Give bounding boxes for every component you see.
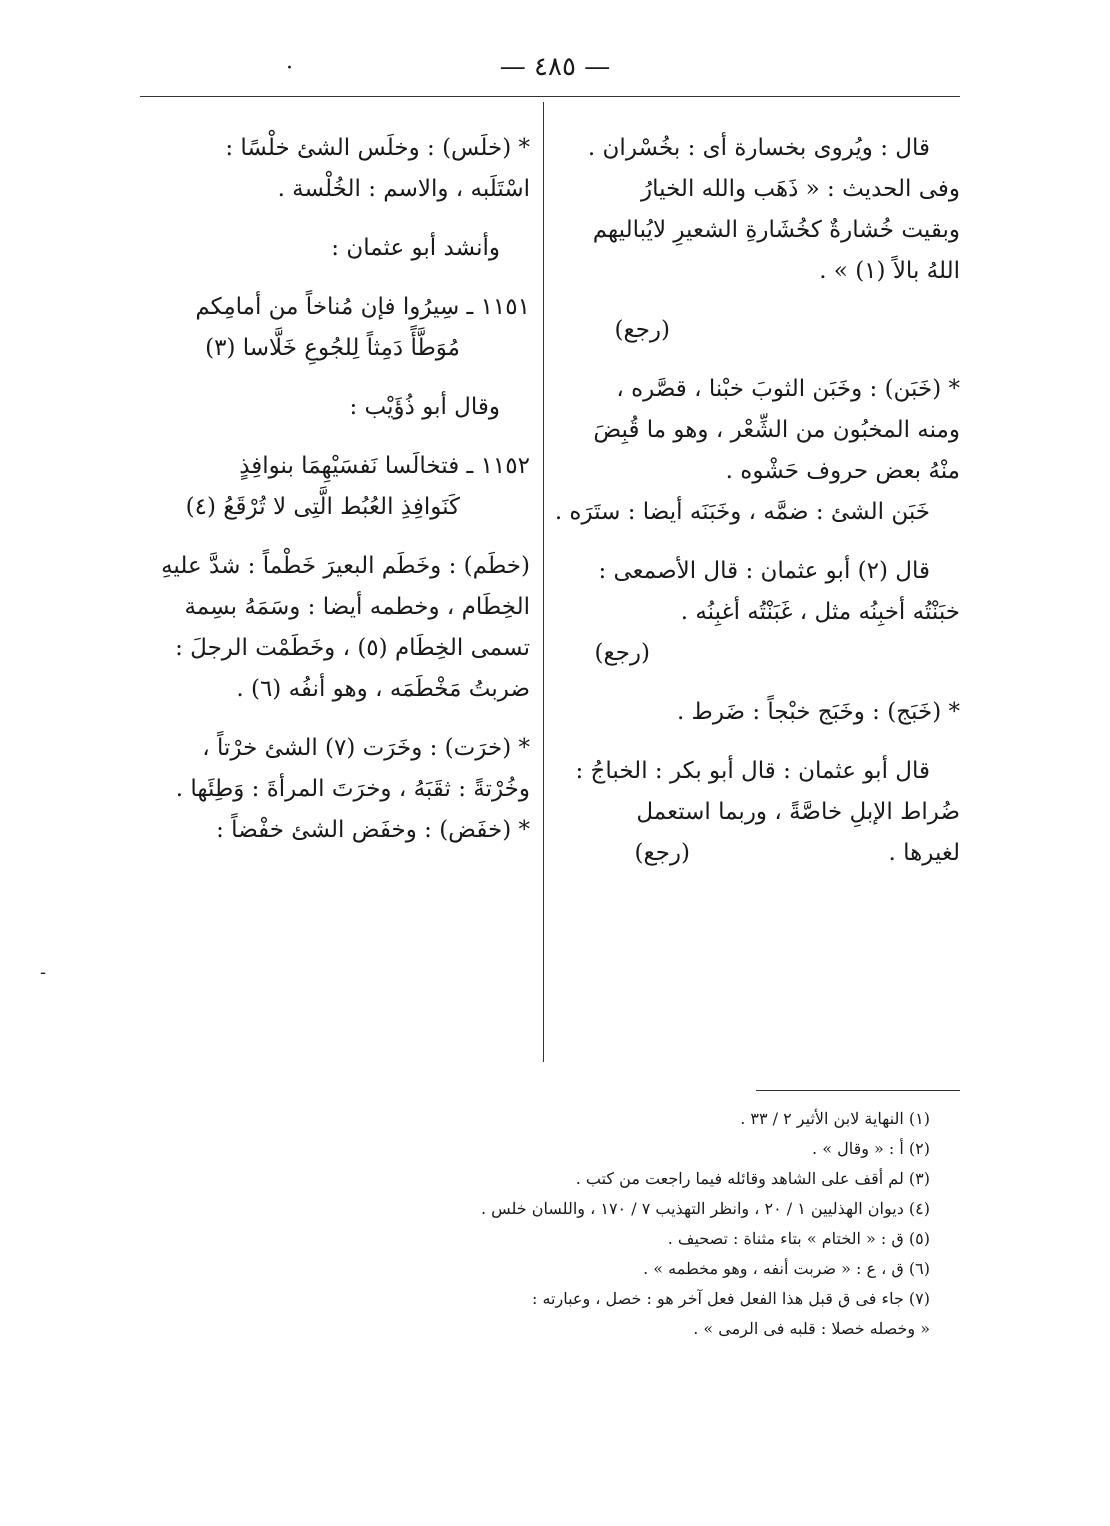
text-line: الخِطَام ، وخطمه أيضا : وسَمَهُ بسِمة (184, 594, 530, 620)
column-divider (543, 102, 544, 1062)
text-line: لغيرها . (888, 840, 960, 866)
verse-line: ١١٥١ ـ سِيرُوا فإن مُناخاً من أمامِكم (195, 294, 530, 320)
text-line: وبقيت خُشارةٌ كخُشَارةِ الشعيرِ لايُباليهم (592, 217, 960, 243)
top-rule (140, 96, 960, 97)
text-line: ومنه المخبُون من الشِّعْر ، وهو ما قُبِضَ (593, 417, 960, 443)
text-line: اسْتَلَبه ، والاسم : الخُلْسة . (277, 176, 530, 202)
text-line: وقال أبو ذُؤَيْب : (349, 394, 500, 420)
text-line: ضربتُ مَخْطَمَه ، وهو أنفُه (٦) . (236, 676, 530, 702)
footnote: (٤) ديوان الهذليين ١ / ٢٠ ، وانظر التهذيب ٧ / ١٧٠ ، واللسان خلس . (480, 1199, 930, 1218)
text-line: منْهُ بعض حروف حَشْوه . (725, 458, 960, 484)
text-line: وفى الحديث : « ذَهَب والله الخيارُ (641, 176, 960, 202)
margin-dash: - (40, 962, 47, 983)
text-line: قال : ويُروى بخسارة أى : بخُسْران . (587, 135, 930, 161)
verse-line: ١١٥٢ ـ فتخالَسا نَفسَيْهِمَا بنوافِذٍ (239, 453, 530, 479)
text-line: وخُرْتةً : ثقَبَهُ ، وخرَتَ المرأةَ : وَطِئَها . (175, 776, 530, 802)
entry-heading: * (خرَت) : وخَرَت (٧) الشئ خرْتاً ، (202, 735, 530, 761)
footnote: « وخصله خصلا : قلبه فى الرمى » . (693, 1319, 930, 1338)
text-line: قال أبو عثمان : قال أبو بكر : الخباجُ : (575, 758, 930, 784)
return-marker: (رجع) (634, 840, 690, 866)
return-marker: (رجع) (614, 317, 670, 343)
return-marker: (رجع) (594, 640, 650, 666)
text-line: تسمى الخِطَام (٥) ، وخَطَمْت الرجلَ : (175, 635, 530, 661)
footnote-rule (756, 1090, 960, 1091)
dot-mark: · (286, 56, 293, 81)
footnote: (٢) أ : « وقال » . (812, 1139, 930, 1158)
footnote: (٥) ق : « الختام » بتاء مثناة : تصحيف . (667, 1229, 930, 1248)
footnote: (٧) جاء فى ق قبل هذا الفعل فعل آخر هو : خصل ، وعبارته : (531, 1289, 930, 1308)
footnote: (٣) لم أقف على الشاهد وقائله فيما راجعت من كتب . (575, 1169, 930, 1188)
right-column (554, 128, 960, 874)
text-line: وأنشد أبو عثمان : (331, 235, 500, 261)
text-line: قال (٢) أبو عثمان : قال الأصمعى : (598, 558, 930, 584)
entry-heading: * (خَبَج) : وخَبَج خبْجاً : ضَرط . (676, 699, 960, 725)
entry-heading: (خطَم) : وخَطَم البعيرَ خَطْماً : شدَّ عليهِ (161, 553, 530, 579)
page-number: — ٤٨٥ — (499, 52, 611, 82)
footnote: (١) النهاية لابن الأثير ٢ / ٣٣ . (740, 1109, 930, 1128)
text-line: خَبَن الشئ : ضمَّه ، وخَبَنَه أيضا : ستَرَه . (554, 499, 930, 525)
footnote: (٦) ق ، ع : « ضربت أنفه ، وهو مخطمه » . (643, 1259, 930, 1278)
text-line: اللهُ بالاً (١) » . (819, 258, 960, 284)
verse-line: كَنَوافِذِ العُبُط الَّتِى لا تُرْقَعُ (٤) (185, 494, 460, 520)
entry-heading: * (خلَس) : وخلَس الشئ خلْسًا : (225, 135, 530, 161)
left-column (140, 128, 530, 851)
footnotes (300, 1104, 930, 1344)
text-line: خبَنْتُه أخبِنُه مثل ، غَبَنْتُه أغبِنُه . (680, 599, 960, 625)
entry-heading: * (خفَض) : وخفَض الشئ خفْضاً : (216, 817, 530, 843)
text-line: ضُراط الإبلِ خاصَّةً ، وربما استعمل (636, 799, 960, 825)
entry-heading: * (خَبَن) : وخَبَن الثوبَ خبْنا ، قصَّره ، (616, 376, 960, 402)
verse-line: مُوَطَّأً دَمِثاً لِلجُوعِ خَلَّاسا (٣) (205, 335, 460, 361)
